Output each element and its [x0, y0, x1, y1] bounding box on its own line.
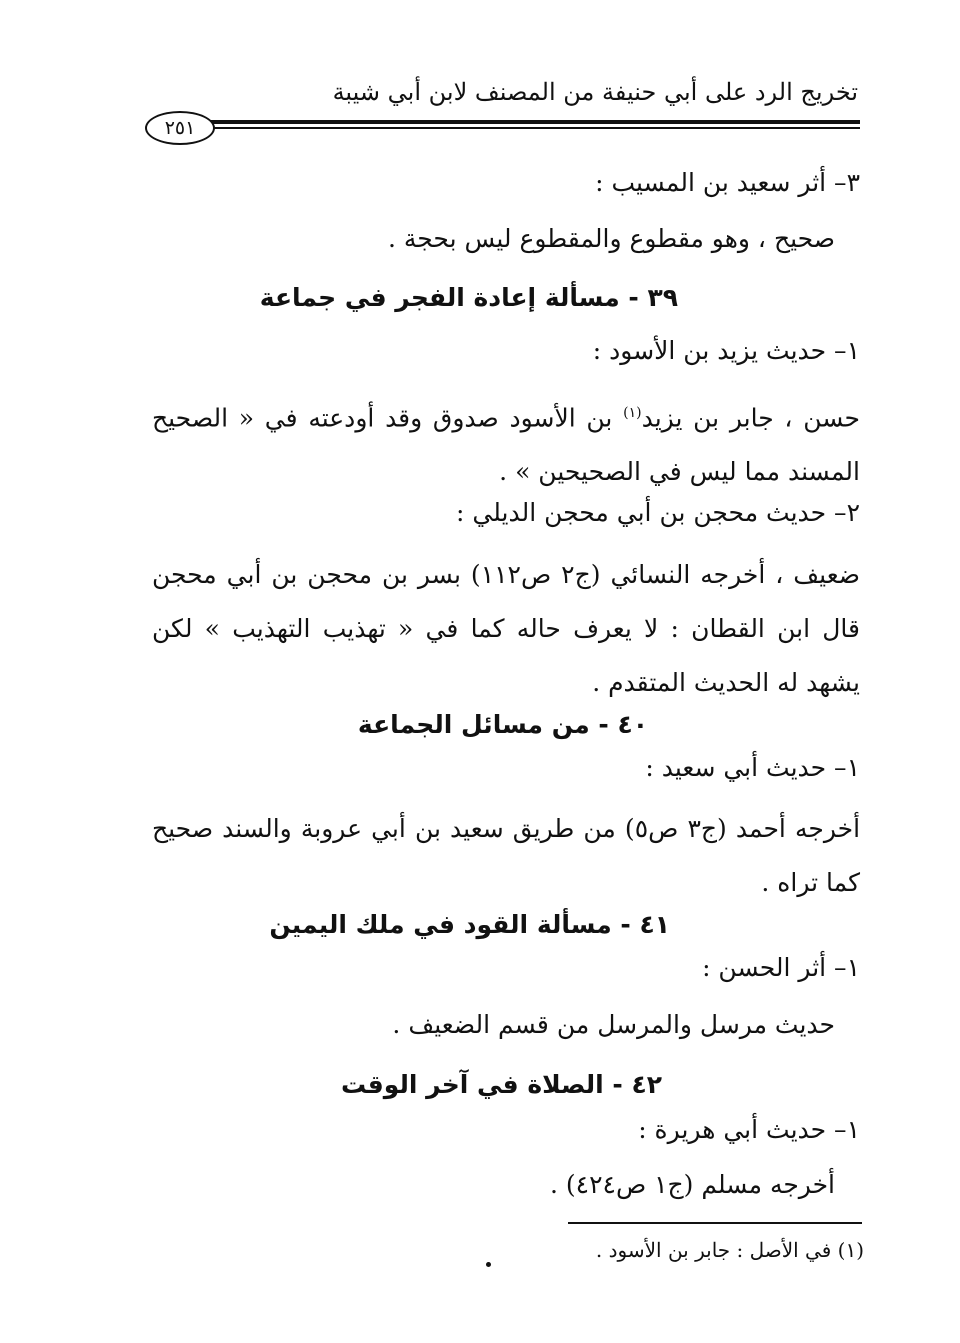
s41-item1-title: ١– أثر الحسن : [702, 953, 860, 982]
s40-item1-title: ١– حديث أبي سعيد : [645, 753, 860, 782]
s40-item1-text: أخرجه أحمد (ج٣ ص٥) من طريق سعيد بن أبي عروبة والسند صحيح كما تراه . [152, 814, 861, 897]
s39-item1-paragraph [152, 386, 860, 499]
s39-item2-text: ضعيف ، أخرجه النسائي (ج٢ ص١١٢) بسر بن محجن بن أبي محجن قال ابن القطان : لا يعرف حاله كما في « تهذيب التهذيب » لكن يشهد له الحديث المتقدم . [152, 560, 860, 697]
s40-heading: ٤٠ - من مسائل الجماعة [357, 710, 648, 739]
running-header-title: تخريج الرد على أبي حنيفة من المصنف لابن أبي شيبة [332, 78, 858, 106]
s38-item3-text: صحيح ، وهو مقطوع والمقطوع ليس بحجة . [388, 224, 835, 253]
s42-heading: ٤٢ - الصلاة في آخر الوقت [340, 1070, 662, 1099]
footnote-1: (١) في الأصل : جابر بن الأسود . [595, 1238, 864, 1262]
header-rule-thin [200, 127, 860, 129]
s42-item1-text: أخرجه مسلم (ج١ ص٤٢٤) . [549, 1170, 835, 1199]
footnote-ref-1: (١) [623, 405, 642, 421]
s39-item2-title: ٢– حديث محجن بن أبي محجن الديلي : [456, 498, 860, 527]
s39-item1-text-a: حسن ، جابر بن يزيد [641, 403, 860, 433]
s38-item3-title: ٣– أثر سعيد بن المسيب : [595, 168, 860, 197]
s42-item1-title: ١– حديث أبي هريرة : [638, 1115, 860, 1144]
footnote-separator [568, 1222, 862, 1224]
header-rule-thick [200, 120, 860, 124]
page-mark-dot [486, 1262, 491, 1267]
s39-heading: ٣٩ - مسألة إعادة الفجر في جماعة [259, 283, 678, 312]
s39-item1-title: ١– حديث يزيد بن الأسود : [592, 336, 860, 365]
s41-heading: ٤١ - مسألة القود في ملك اليمين [269, 910, 670, 939]
page-number-badge: ٢٥١ [145, 111, 215, 145]
s39-item1-text-b: بن الأسود صدوق وقد أودعته في « الصحيح المسند مما ليس في الصحيحين » . [152, 403, 860, 487]
s41-item1-text: حديث مرسل والمرسل من قسم الضعيف . [392, 1010, 835, 1039]
